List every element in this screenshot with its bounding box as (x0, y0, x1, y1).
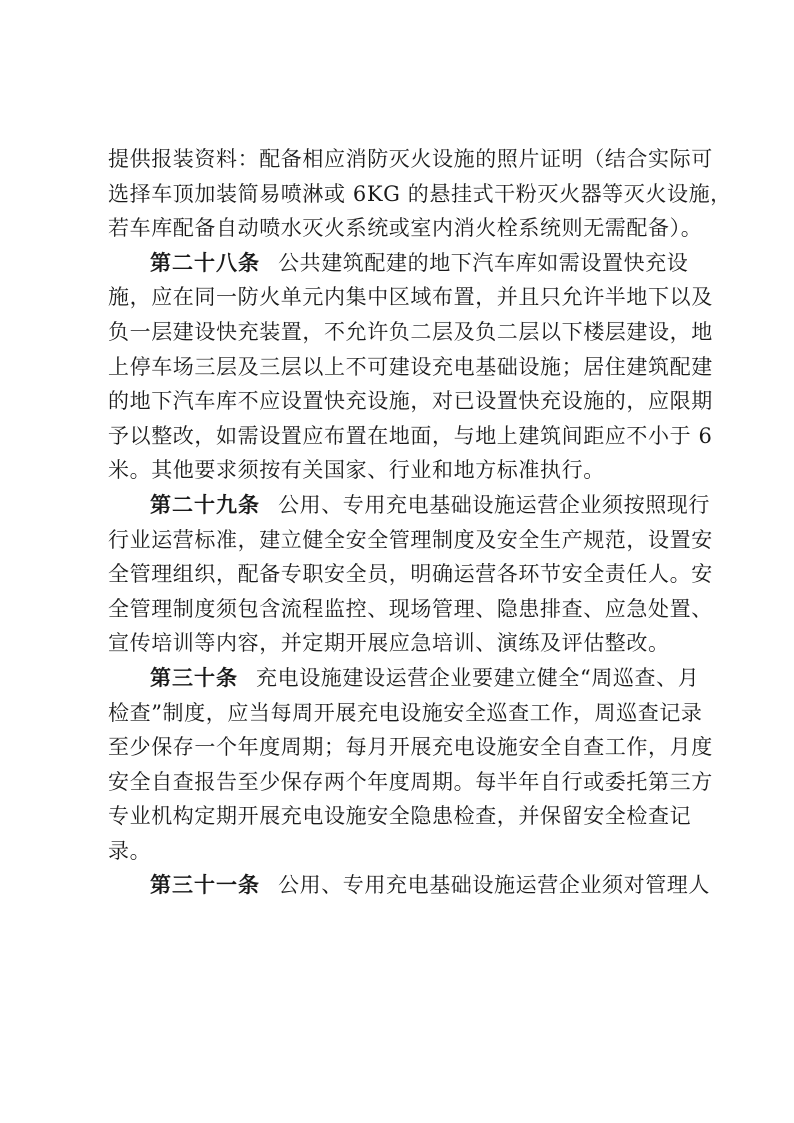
paragraph-line: 上停车场三层及三层以上不可建设充电基础设施；居住建筑配建 (108, 354, 713, 379)
paragraph-line: 检查”制度，应当每周开展充电设施安全巡查工作，周巡查记录 (108, 700, 703, 725)
article-31-first-line (108, 868, 710, 903)
paragraph-line: 选择车顶加装简易喷淋或 6KG 的悬挂式干粉灭火器等灭火设施， (108, 181, 732, 206)
article-28-first-line (108, 246, 692, 281)
article-number: 第三十条 (150, 665, 238, 690)
paragraph-line: 专业机构定期开展充电设施安全隐患检查，并保留安全检查记 (108, 804, 692, 829)
paragraph-line: 录。 (108, 838, 152, 863)
paragraph-line: 全管理组织，配备专职安全员，明确运营各环节安全责任人。安 (108, 562, 713, 587)
article-29-first-line (108, 488, 710, 523)
paragraph-line: 至少保存一个年度周期；每月开展充电设施安全自查工作，月度 (108, 735, 713, 760)
paragraph-line: 米。其他要求须按有关国家、行业和地方标准执行。 (108, 458, 605, 483)
paragraph-line: 予以整改，如需设置应布置在地面，与地上建筑间距应不小于 6 (108, 423, 713, 448)
paragraph-line: 提供报装资料：配备相应消防灭火设施的照片证明（结合实际可 (108, 147, 713, 171)
paragraph-line: 的地下汽车库不应设置快充设施，对已设置快充设施的，应限期 (108, 389, 713, 414)
article-text: 充电设施建设运营企业要建立健全“周巡查、月 (256, 665, 700, 690)
article-text: 公用、专用充电基础设施运营企业须按照现行 (278, 492, 710, 517)
article-text: 公共建筑配建的地下汽车库如需设置快充设 (278, 250, 689, 275)
paragraph-line: 施，应在同一防火单元内集中区域布置，并且只允许半地下以及 (108, 285, 713, 310)
document-body (108, 142, 732, 903)
article-30-first-line (108, 661, 700, 696)
paragraph-line: 若车库配备自动喷水灭火系统或室内消火栓系统则无需配备）。 (108, 216, 703, 241)
article-number: 第二十九条 (150, 492, 260, 517)
paragraph-line: 行业运营标准，建立健全安全管理制度及安全生产规范，设置安 (108, 527, 713, 552)
paragraph-line: 负一层建设快充装置，不允许负二层及负二层以下楼层建设，地 (108, 319, 713, 344)
article-text: 公用、专用充电基础设施运营企业须对管理人 (278, 873, 710, 898)
article-number: 第三十一条 (150, 873, 260, 898)
article-number: 第二十八条 (150, 250, 260, 275)
paragraph-line: 宣传培训等内容，并定期开展应急培训、演练及评估整改。 (108, 631, 670, 656)
paragraph-line: 安全自查报告至少保存两个年度周期。每半年自行或委托第三方 (108, 769, 713, 794)
paragraph-line: 全管理制度须包含流程监控、现场管理、隐患排查、应急处置、 (108, 596, 713, 621)
